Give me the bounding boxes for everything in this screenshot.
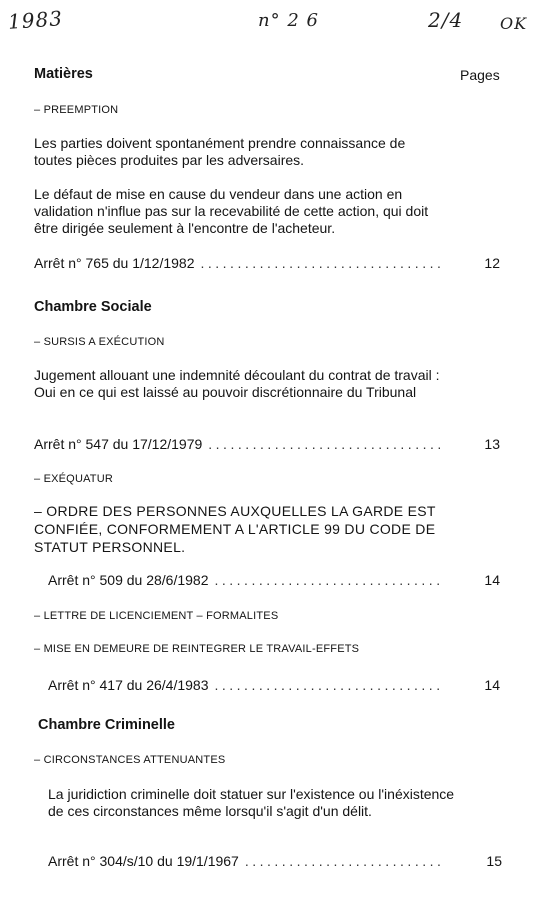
subhead-sursis: – SURSIS A EXÉCUTION: [34, 336, 165, 348]
ref-arret-509: [48, 572, 440, 588]
handwritten-number: n° 2 6: [258, 10, 319, 31]
page-number: 14: [484, 677, 500, 693]
ref-arret-547: [34, 436, 440, 452]
handwritten-year: 1983: [7, 6, 64, 34]
subhead-mise-en-demeure: – MISE EN DEMEURE DE REINTEGRER LE TRAVAIL-EFFETS: [34, 643, 360, 655]
leader-dots: [215, 572, 441, 588]
caps-ordre-personnes: – ORDRE DES PERSONNES AUXQUELLES LA GARDE EST CONFIÉE, CONFORMEMENT A L'ARTICLE 99 DU CODE DE STATUT PERSONNEL.: [34, 503, 436, 555]
ref-text: Arrêt n° 765 du 1/12/1982: [34, 255, 195, 271]
paragraph-jugement: Jugement allouant une indemnité découlant du contrat de travail : Oui en ce qui est laissé au pouvoir discrétionnaire du Tribunal: [34, 367, 440, 400]
paragraph-defaut: Le défaut de mise en cause du vendeur dans une action en validation n'influe pas sur la recevabilité de cette action, qui doit être dirigée seulement à l'encontre de l'acheteur.: [34, 186, 429, 236]
heading-chambre-criminelle: Chambre Criminelle: [38, 717, 175, 733]
leader-dots: [208, 436, 440, 452]
heading-chambre-sociale: Chambre Sociale: [34, 299, 152, 315]
page-number: 13: [484, 436, 500, 452]
page-number: 12: [484, 255, 500, 271]
subhead-lettre-licenciement: – LETTRE DE LICENCIEMENT – FORMALITES: [34, 610, 279, 622]
ref-text: Arrêt n° 417 du 26/4/1983: [48, 677, 209, 693]
paragraph-parties: Les parties doivent spontanément prendre connaissance de toutes pièces produites par les adversaires.: [34, 135, 406, 168]
handwritten-ok: OK: [500, 14, 528, 33]
subhead-circonstances: – CIRCONSTANCES ATTENUANTES: [34, 754, 226, 766]
leader-dots: [245, 853, 440, 869]
page-number: 14: [484, 572, 500, 588]
header-matieres: Matières: [34, 66, 93, 82]
subhead-preemption: – PREEMPTION: [34, 104, 119, 116]
leader-dots: [215, 677, 441, 693]
header-pages: Pages: [460, 67, 500, 83]
ref-arret-417: [48, 677, 440, 693]
ref-text: Arrêt n° 547 du 17/12/1979: [34, 436, 203, 452]
page-number: 15: [486, 853, 502, 869]
subhead-exequatur: – EXÉQUATUR: [34, 473, 114, 485]
ref-text: Arrêt n° 304/s/10 du 19/1/1967: [48, 853, 239, 869]
paragraph-juridiction: La juridiction criminelle doit statuer sur l'existence ou l'inéxistence de ces circonstances même lorsqu'il s'agit d'un délit.: [48, 786, 455, 819]
leader-dots: [201, 255, 441, 271]
handwritten-fraction: 2/4: [428, 8, 464, 32]
ref-arret-765: [34, 255, 440, 271]
ref-arret-304: [48, 853, 440, 869]
ref-text: Arrêt n° 509 du 28/6/1982: [48, 572, 209, 588]
